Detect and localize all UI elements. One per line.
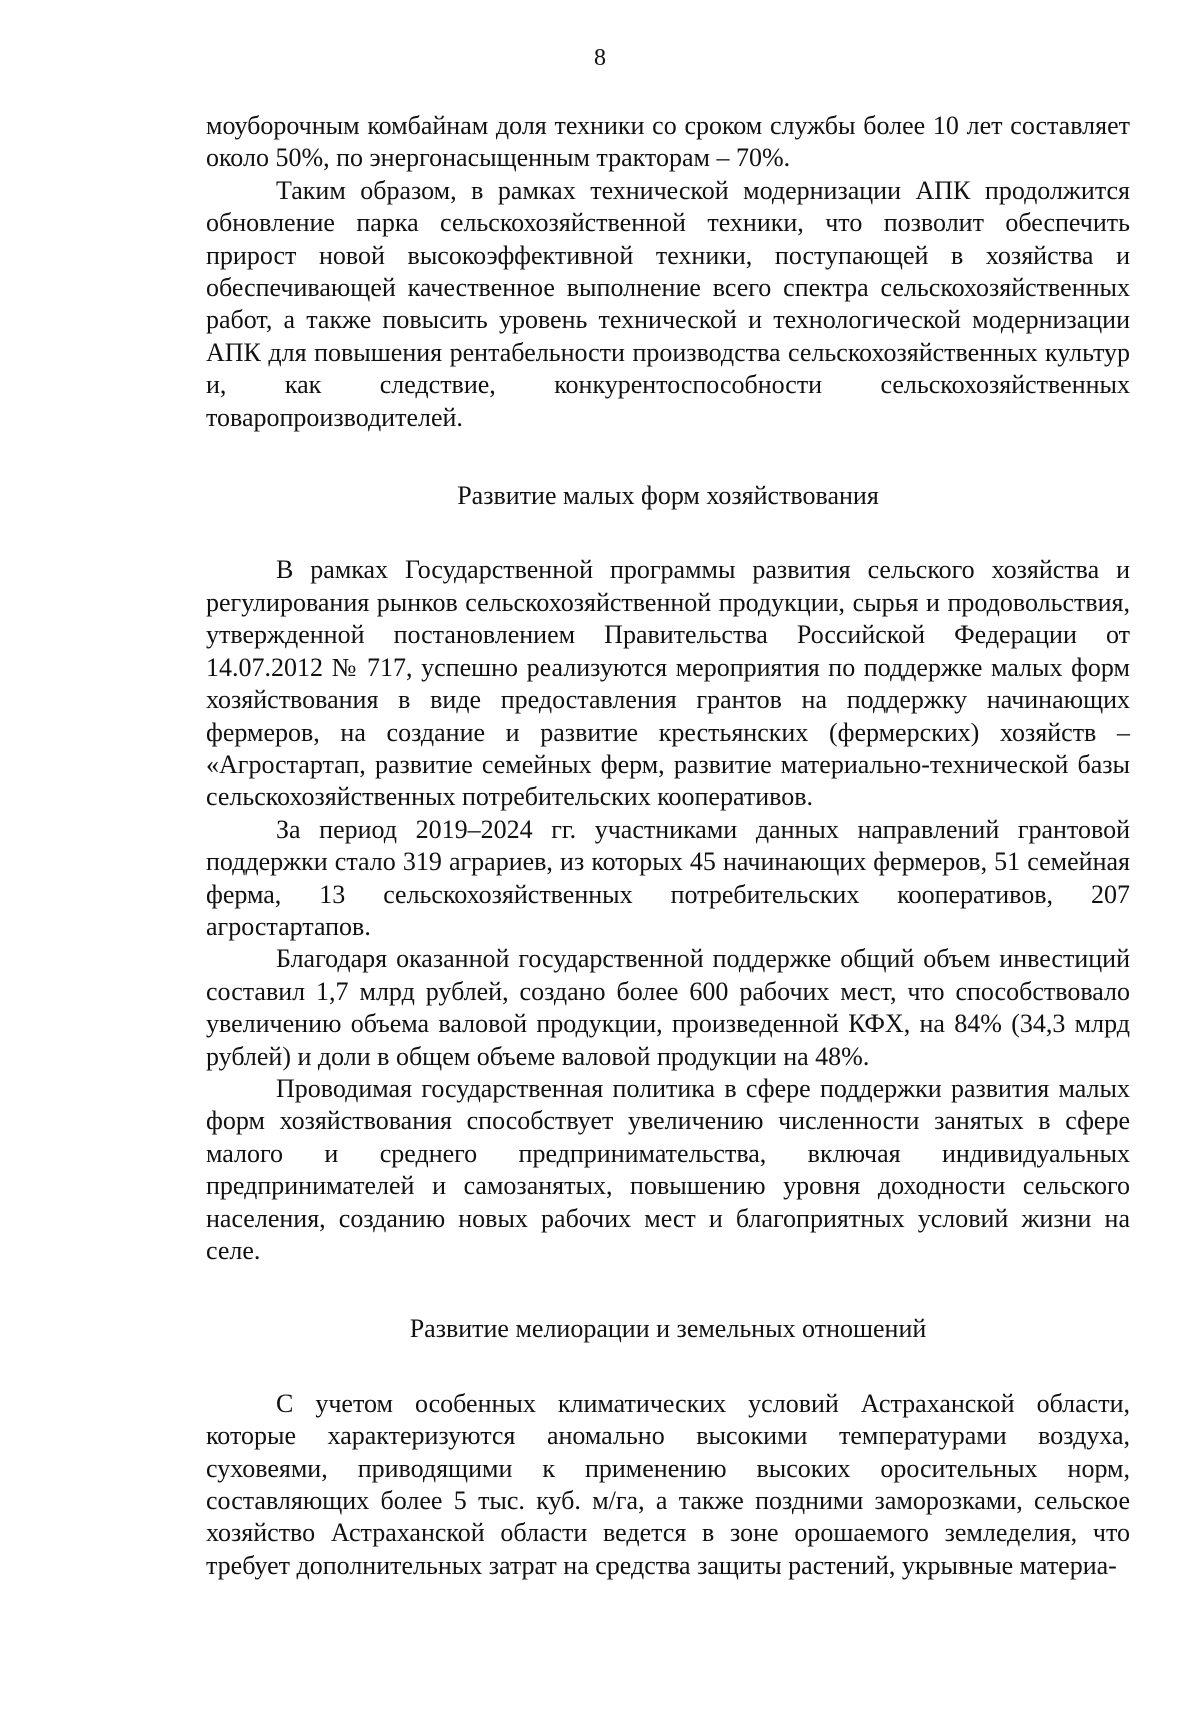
paragraph-investments: Благодаря оказанной государственной поддержке общий объем инвестиций составил 1,7 млрд рублей, создано более 600 рабочих мест, что способствовало увеличению объема валовой продукции, произведенной КФХ, на 84% (34,3 млрд рублей) и доли в общем объеме валовой продукции на 48%. — [206, 944, 1130, 1071]
page-number: 8 — [594, 45, 606, 71]
paragraph-climate-conditions: С учетом особенных климатических условий Астраханской области, которые характеризуются аномально высокими температурами воздуха, суховеями, приводящими к применению высоких оросительных норм, составляющих более 5 тыс. куб. м/га, а также поздними заморозками, сельское хозяйство Астраханской области ведется в зоне орошаемого земледелия, что требует дополнительных затрат на средства защиты растений, укрывные материа- — [206, 1388, 1130, 1580]
paragraph-continuation: моуборочным комбайнам доля техники со сроком службы более 10 лет составляет около 50%, по энергонасыщенным тракторам – 70%. — [206, 111, 1130, 173]
paragraph-state-program: В рамках Государственной программы развития сельского хозяйства и регулирования рынков сельскохозяйственной продукции, сырья и продовольствия, утвержденной постановлением Правительства Российской Федерации от 14.07.2012 № 717, успешно реализуются мероприятия по поддержке малых форм хозяйствования в виде предоставления грантов на поддержку начинающих фермеров, на создание и развитие крестьянских (фермерских) хозяйств – «Агростартап, развитие семейных ферм, развитие материально-технической базы сельскохозяйственных потребительских кооперативов. — [206, 555, 1130, 812]
section-heading-small-farms: Развитие малых форм хозяйствования — [457, 481, 879, 511]
section-heading-melioration: Развитие мелиорации и земельных отношений — [409, 1314, 927, 1344]
paragraph-state-policy: Проводимая государственная политика в сфере поддержки развития малых форм хозяйствования способствует увеличению численности занятых в сфере малого и среднего предпринимательства, включая индивидуальных предпринимателей и самозанятых, повышению уровня доходности сельского населения, созданию новых рабочих мест и благоприятных условий жизни на селе. — [206, 1073, 1130, 1265]
document-body — [206, 110, 1130, 1582]
paragraph-modernization-summary: Таким образом, в рамках технической модернизации АПК продолжится обновление парка сельскохозяйственной техники, что позволит обеспечить прирост новой высокоэффективной техники, поступающей в хозяйства и обеспечивающей качественное выполнение всего спектра сельскохозяйственных работ, а также повысить уровень технической и технологической модернизации АПК для повышения рентабельности производства сельскохозяйственных культур и, как следствие, конкурентоспособности сельскохозяйственных товаропроизводителей. — [206, 175, 1130, 432]
paragraph-grant-participants: За период 2019–2024 гг. участниками данных направлений грантовой поддержки стало 319 аграриев, из которых 45 начинающих фермеров, 51 семейная ферма, 13 сельскохозяйственных потребительских кооперативов, 207 агростартапов. — [206, 814, 1130, 941]
